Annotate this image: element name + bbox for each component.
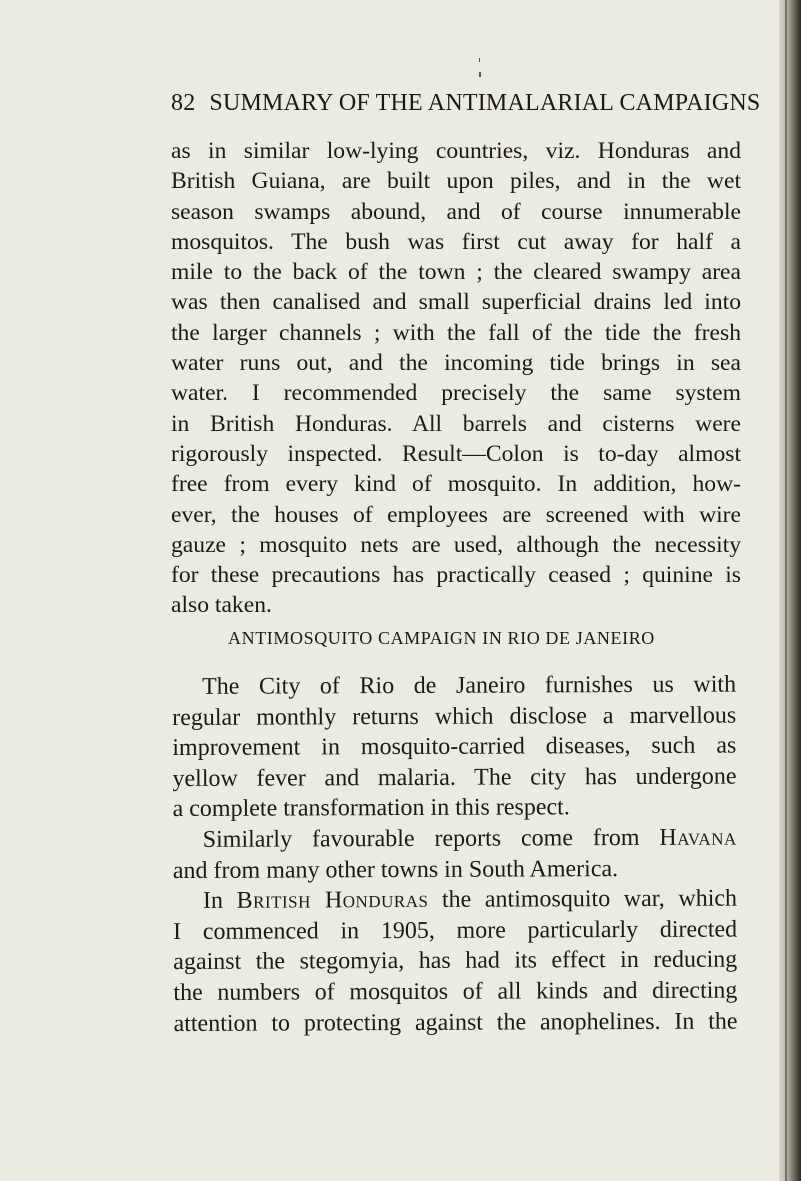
text-line: water runs out, and the incoming tide brings in sea xyxy=(171,350,741,377)
text-fragment: the antimosquito war, which xyxy=(441,885,738,913)
text-line: also taken. xyxy=(171,592,272,619)
section-heading: ANTIMOSQUITO CAMPAIGN IN RIO DE JANEIRO xyxy=(228,628,655,648)
text-line: was then canalised and small superficial drains led into xyxy=(171,289,741,316)
text-line: the numbers of mosquitos of all kinds and directing xyxy=(173,977,738,1006)
text-line: improvement in mosquito-carried diseases, such as xyxy=(172,732,737,762)
text-line: The City of Rio de Janeiro furnishes us with xyxy=(202,671,737,700)
text-line: water. I recommended precisely the same system xyxy=(171,380,741,407)
text-line: regular monthly returns which disclose a marvellous xyxy=(172,702,737,731)
text-line: ever, the houses of employees are screened with wire xyxy=(171,501,741,528)
place-name: British Honduras xyxy=(236,887,429,914)
text-line: and from many other towns in South America. xyxy=(172,855,619,884)
print-mark-glyph xyxy=(478,58,481,78)
text-line: free from every kind of mosquito. In addition, how- xyxy=(171,471,741,498)
text-line: in British Honduras. All barrels and cisterns were xyxy=(171,410,741,437)
place-name: Havana xyxy=(659,824,737,851)
text-line: season swamps abound, and of course innumerable xyxy=(171,198,741,225)
text-line: attention to protecting against the anophelines. In the xyxy=(173,1008,738,1037)
paragraph-colon xyxy=(171,136,741,621)
paragraph-rio xyxy=(172,670,738,1040)
text-fragment: In xyxy=(202,887,224,915)
text-line: a complete transformation in this respect. xyxy=(172,794,570,823)
text-line: the larger channels ; with the fall of the tide the fresh xyxy=(171,319,741,346)
running-header xyxy=(171,90,761,117)
text-line: as in similar low-lying countries, viz. Honduras and xyxy=(171,138,741,164)
page-edge-shadow xyxy=(779,0,801,1181)
text-line: yellow fever and malaria. The city has undergone xyxy=(172,763,737,792)
text-line xyxy=(173,823,737,856)
text-line: mile to the back of the town ; the cleared swampy area xyxy=(171,259,741,286)
page-number: 82 xyxy=(171,90,196,116)
text-line xyxy=(173,884,737,917)
text-fragment: Similarly favourable reports come from xyxy=(202,824,640,853)
running-title: SUMMARY OF THE ANTIMALARIAL CAMPAIGNS xyxy=(209,90,761,116)
page-edge-line xyxy=(785,0,787,1181)
text-line: for these precautions has practically ceased ; quinine is xyxy=(171,562,741,589)
text-line: mosquitos. The bush was first cut away for half a xyxy=(171,228,741,255)
text-line: against the stegomyia, has had its effect in reducing xyxy=(173,946,738,976)
text-line: I commenced in 1905, more particularly directed xyxy=(173,916,738,945)
print-mark xyxy=(478,58,481,78)
text-line: gauze ; mosquito nets are used, although the necessity xyxy=(171,531,741,558)
text-line: British Guiana, are built upon piles, and in the wet xyxy=(171,168,741,195)
text-line: rigorously inspected. Result—Colon is to-day almost xyxy=(171,440,741,467)
